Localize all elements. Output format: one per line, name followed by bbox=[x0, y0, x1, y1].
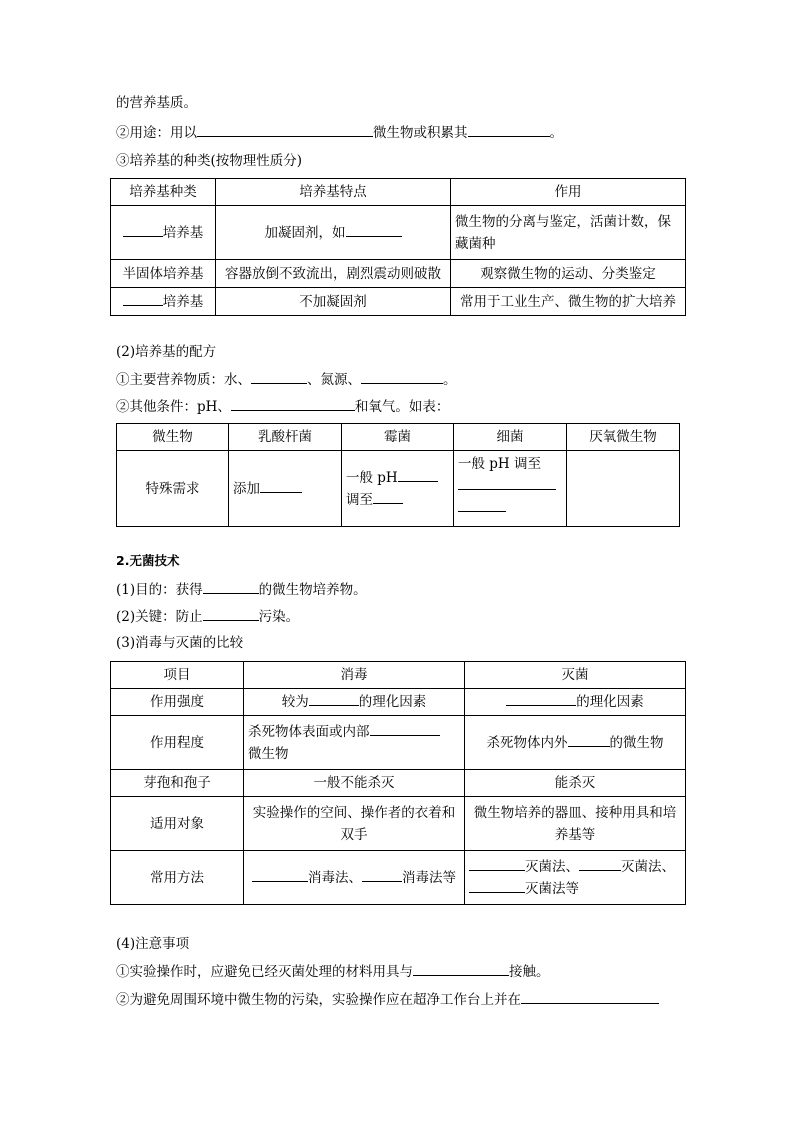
table-cell: 特殊需求 bbox=[117, 451, 229, 527]
fill-blank[interactable] bbox=[123, 291, 163, 306]
cell-text: 杀死物体内外 bbox=[486, 734, 568, 751]
fill-blank[interactable] bbox=[309, 691, 359, 706]
table-cell bbox=[342, 451, 454, 527]
table-cell bbox=[465, 716, 686, 770]
table-cell bbox=[567, 451, 680, 527]
text: ②为避免周围环境中微生物的污染，实验操作应在超净工作台上并在 bbox=[116, 992, 521, 1008]
fill-blank[interactable] bbox=[469, 856, 525, 871]
text: 污染。 bbox=[258, 609, 300, 625]
table-cell: 适用对象 bbox=[111, 797, 244, 851]
cell-text: 加凝固剂，如 bbox=[264, 224, 346, 241]
fill-blank[interactable] bbox=[468, 122, 550, 137]
notes-label: (4)注意事项 bbox=[116, 936, 190, 952]
table-cell: 微生物培养的器皿、接种用具和培养基等 bbox=[465, 797, 686, 851]
formula-label: (2)培养基的配方 bbox=[116, 344, 217, 360]
use-mid: 微生物或积累其 bbox=[373, 125, 468, 141]
fill-blank[interactable] bbox=[458, 475, 556, 490]
table-cell bbox=[465, 851, 686, 905]
fill-blank[interactable] bbox=[579, 856, 621, 871]
fill-blank[interactable] bbox=[203, 579, 259, 594]
medium-types-table bbox=[110, 178, 686, 316]
text: ②其他条件：pH、 bbox=[116, 399, 231, 415]
fill-blank[interactable] bbox=[413, 961, 509, 976]
table-cell bbox=[216, 206, 451, 260]
table-cell: 观察微生物的运动、分类鉴定 bbox=[451, 260, 686, 288]
table-cell bbox=[244, 689, 465, 716]
fill-blank[interactable] bbox=[458, 497, 506, 512]
table-cell bbox=[454, 451, 567, 527]
table-cell bbox=[229, 451, 342, 527]
cell-text: 的微生物 bbox=[609, 734, 664, 751]
note1-line bbox=[116, 961, 550, 982]
text: 的微生物培养物。 bbox=[258, 582, 367, 598]
use-end: 。 bbox=[549, 125, 563, 141]
types-label: ③培养基的种类(按物理性质分) bbox=[116, 153, 303, 169]
table-cell: 微生物的分离与鉴定，活菌计数，保藏菌种 bbox=[451, 206, 686, 260]
key-line bbox=[116, 606, 299, 627]
cell-text: 灭菌法、 bbox=[621, 858, 675, 875]
table-cell: 能杀灭 bbox=[465, 770, 686, 797]
table-header: 培养基种类 bbox=[111, 179, 216, 206]
cell-text: 较为 bbox=[281, 694, 309, 710]
text: ①主要营养物质：水、 bbox=[116, 372, 251, 388]
fill-blank[interactable] bbox=[260, 478, 302, 493]
fill-blank[interactable] bbox=[398, 467, 438, 482]
use-label: ②用途：用以 bbox=[116, 125, 197, 141]
cell-text: 一般 pH bbox=[346, 469, 398, 486]
table-header: 消毒 bbox=[244, 662, 465, 689]
text: (2)关键：防止 bbox=[116, 609, 203, 625]
fill-blank[interactable] bbox=[506, 691, 576, 706]
cell-text: 一般 pH 调至 bbox=[458, 456, 541, 472]
fill-blank[interactable] bbox=[251, 369, 307, 384]
cell-text: 灭菌法等 bbox=[525, 880, 579, 897]
text: ①实验操作时，应避免已经灭菌处理的材料用具与 bbox=[116, 964, 413, 980]
fill-blank[interactable] bbox=[521, 989, 659, 1004]
table-cell: 容器放倒不致流出，剧烈震动则破散 bbox=[216, 260, 451, 288]
table-cell: 一般不能杀灭 bbox=[244, 770, 465, 797]
cell-text: 培养基 bbox=[162, 224, 204, 241]
table-cell: 芽孢和孢子 bbox=[111, 770, 244, 797]
compare-label: (3)消毒与灭菌的比较 bbox=[116, 635, 244, 651]
cell-text: 杀死物体表面或内部 bbox=[248, 723, 370, 740]
text: 和氧气。如表： bbox=[354, 399, 450, 415]
disinfection-sterilization-table bbox=[110, 661, 686, 905]
cell-text: 添加 bbox=[233, 480, 260, 497]
aim-line bbox=[116, 579, 367, 600]
fill-blank[interactable] bbox=[370, 721, 440, 736]
fill-blank[interactable] bbox=[469, 878, 525, 893]
microbe-needs-table bbox=[116, 423, 680, 527]
text: 。 bbox=[443, 372, 457, 388]
cell-text: 调至 bbox=[346, 491, 373, 508]
table-cell: 作用强度 bbox=[111, 689, 244, 716]
table-cell: 半固体培养基 bbox=[111, 260, 216, 288]
table-cell bbox=[111, 288, 216, 316]
table-header: 微生物 bbox=[117, 424, 229, 451]
other-conditions-line bbox=[116, 396, 449, 417]
fill-blank[interactable] bbox=[361, 369, 443, 384]
cell-text: 灭菌法、 bbox=[525, 858, 579, 875]
prev-line: 的营养基质。 bbox=[116, 95, 197, 111]
cell-text: 消毒法、 bbox=[308, 869, 362, 886]
use-line bbox=[116, 122, 563, 143]
note2-line bbox=[116, 989, 659, 1010]
fill-blank[interactable] bbox=[203, 606, 259, 621]
nutrients-line bbox=[116, 369, 457, 390]
table-cell: 不加凝固剂 bbox=[216, 288, 451, 316]
section-title: 2.无菌技术 bbox=[116, 553, 180, 568]
table-cell bbox=[244, 716, 465, 770]
table-header: 培养基特点 bbox=[216, 179, 451, 206]
table-header: 项目 bbox=[111, 662, 244, 689]
text: 接触。 bbox=[509, 964, 550, 980]
fill-blank[interactable] bbox=[252, 867, 308, 882]
fill-blank[interactable] bbox=[373, 489, 403, 504]
fill-blank[interactable] bbox=[362, 867, 402, 882]
cell-text: 微生物 bbox=[248, 745, 289, 762]
table-cell: 常用方法 bbox=[111, 851, 244, 905]
fill-blank[interactable] bbox=[231, 396, 355, 411]
table-cell: 作用程度 bbox=[111, 716, 244, 770]
table-header: 作用 bbox=[451, 179, 686, 206]
cell-text: 的理化因素 bbox=[358, 694, 427, 710]
cell-text: 培养基 bbox=[162, 293, 204, 310]
cell-text: 消毒法等 bbox=[402, 869, 456, 886]
fill-blank[interactable] bbox=[346, 222, 402, 237]
table-cell bbox=[244, 851, 465, 905]
table-header: 乳酸杆菌 bbox=[229, 424, 342, 451]
table-header: 细菌 bbox=[454, 424, 567, 451]
fill-blank[interactable] bbox=[568, 732, 610, 747]
table-header: 灭菌 bbox=[465, 662, 686, 689]
table-cell: 常用于工业生产、微生物的扩大培养 bbox=[451, 288, 686, 316]
table-cell: 实验操作的空间、操作者的衣着和双手 bbox=[244, 797, 465, 851]
table-cell bbox=[465, 689, 686, 716]
text: 、氮源、 bbox=[307, 372, 361, 388]
table-header: 厌氧微生物 bbox=[567, 424, 680, 451]
cell-text: 的理化因素 bbox=[576, 694, 644, 710]
table-cell bbox=[111, 206, 216, 260]
fill-blank[interactable] bbox=[197, 122, 373, 137]
fill-blank[interactable] bbox=[123, 222, 163, 237]
table-header: 霉菌 bbox=[342, 424, 454, 451]
text: (1)目的：获得 bbox=[116, 582, 203, 598]
